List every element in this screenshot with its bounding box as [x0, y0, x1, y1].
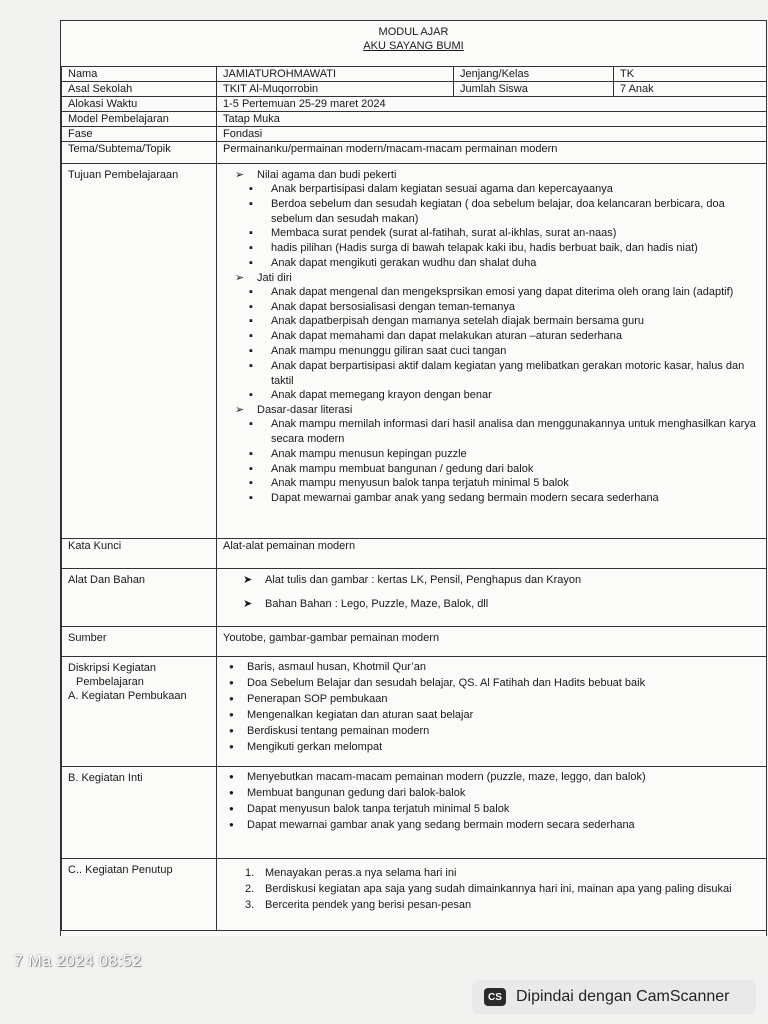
tujuan-content: [217, 164, 767, 539]
tujuan-item: [223, 344, 760, 359]
label-kata-kunci: Kata Kunci: [62, 539, 217, 569]
bullet-icon: ▪: [249, 447, 253, 460]
pembukaan-item-text: Baris, asmaul husan, Khotmil Qur’an: [247, 661, 426, 673]
penutup-item-text: Bercerita pendek yang berisi pesan-pesan: [265, 899, 472, 911]
tujuan-item: [223, 359, 760, 389]
bullet-icon: ▪: [249, 242, 253, 255]
tujuan-item: [223, 491, 760, 506]
tujuan-item-text: Anak mampu menyusun balok tanpa terjatuh minimal 5 balok: [271, 477, 569, 490]
bullet-icon: ●: [229, 726, 234, 735]
alat-item: ➤ Bahan Bahan : Lego, Puzzle, Maze, Balok, dll: [243, 598, 489, 610]
item-number: 1.: [245, 867, 255, 879]
tujuan-item-text: Anak dapat bersosialisasi dengan teman-temanya: [271, 300, 515, 313]
inti-item: [223, 769, 760, 785]
label-penutup: C.. Kegiatan Penutup: [62, 859, 217, 931]
pembukaan-item: [223, 739, 760, 755]
alat-item: ➤ Alat tulis dan gambar : kertas LK, Pensil, Penghapus dan Krayon: [243, 574, 582, 586]
value-alokasi: 1-5 Pertemuan 25-29 maret 2024: [217, 97, 767, 112]
bullet-icon: ▪: [249, 462, 253, 475]
value-jenjang: TK: [614, 67, 767, 82]
tujuan-item-text: Anak dapat berpartisipasi aktif dalam kegiatan yang melibatkan gerakan motoric kasar, halus dan taktil: [271, 359, 745, 387]
penutup-item: [223, 865, 760, 881]
inti-content: [217, 767, 767, 859]
penutup-item: [223, 897, 760, 913]
value-model: Tatap Muka: [217, 112, 767, 127]
bullet-icon: ●: [229, 678, 234, 687]
inti-item: [223, 801, 760, 817]
bullet-icon: ●: [229, 710, 234, 719]
pembukaan-item-text: Mengenalkan kegiatan dan aturan saat belajar: [247, 709, 474, 721]
bullet-icon: ●: [229, 772, 234, 781]
scan-timestamp: 7 Ma 2024 08:52: [14, 953, 142, 970]
bullet-icon: ▪: [249, 285, 253, 298]
value-sekolah: TKIT Al-Muqorrobin: [217, 82, 454, 97]
camscanner-watermark: [472, 980, 756, 1014]
tujuan-section-title: [235, 168, 760, 182]
arrow-icon: ➢: [235, 404, 245, 417]
document-page: [60, 20, 767, 936]
tujuan-item: [223, 182, 760, 197]
tujuan-item: [223, 447, 760, 462]
arrow-icon: ➢: [235, 169, 245, 181]
tujuan-item: [223, 241, 760, 256]
bullet-icon: ▪: [249, 256, 253, 269]
label-diskripsi: Diskripsi Kegiatan: [68, 662, 157, 674]
label-fase: Fase: [62, 127, 217, 142]
camscanner-text: Dipindai dengan CamScanner: [516, 988, 730, 1005]
tujuan-item-text: Anak dapat memahami dan dapat melakukan aturan –aturan sederhana: [271, 330, 623, 343]
pembukaan-item: [223, 691, 760, 707]
tujuan-item-text: Anak mampu membuat bangunan / gedung dari balok: [271, 462, 534, 475]
penutup-item-text: Berdiskusi kegiatan apa saja yang sudah dimainkannya hari ini, mainan apa yang paling disukai: [265, 883, 732, 895]
pembukaan-item: [223, 723, 760, 739]
value-fase: Fondasi: [217, 127, 767, 142]
tujuan-item: [223, 285, 760, 300]
bullet-icon: ●: [229, 804, 234, 813]
label-tujuan: Tujuan Pembelajaraan: [62, 164, 217, 539]
bullet-icon: ●: [229, 742, 234, 751]
bullet-icon: ▪: [249, 344, 253, 357]
tujuan-item: [223, 462, 760, 477]
value-tema: Permainanku/permainan modern/macam-macam permainan modern: [217, 142, 767, 164]
tujuan-item: [223, 226, 760, 241]
bullet-icon: ●: [229, 820, 234, 829]
label-alokasi: Alokasi Waktu: [62, 97, 217, 112]
module-table: [61, 66, 767, 931]
label-pembukaan: [62, 657, 217, 767]
label-sumber: Sumber: [62, 627, 217, 657]
bullet-icon: ▪: [249, 359, 253, 372]
tujuan-item-text: Anak mampu menusun kepingan puzzle: [271, 447, 467, 460]
value-siswa: 7 Anak: [614, 82, 767, 97]
label-alat: Alat Dan Bahan: [62, 569, 217, 627]
tujuan-item-text: Anak dapat mengenal dan mengeksprsikan emosi yang dapat diterima oleh orang lain (adaptif): [271, 285, 734, 298]
tujuan-item: [223, 476, 760, 491]
label-sekolah: Asal Sekolah: [62, 82, 217, 97]
section-title-text: Dasar-dasar literasi: [257, 404, 353, 417]
arrow-icon: ➢: [235, 271, 245, 284]
tujuan-item-text: Berdoa sebelum dan sesudah kegiatan ( doa sebelum belajar, doa kelancaran berbicara, doa sebelum dan sesudah makan): [271, 197, 725, 225]
bullet-icon: ▪: [249, 492, 253, 505]
bullet-icon: ●: [229, 662, 234, 671]
inti-item-text: Membuat bangunan gedung dari balok-balok: [247, 787, 466, 799]
pembukaan-content: [217, 657, 767, 767]
tujuan-item-text: Anak berpartisipasi dalam kegiatan sesuai agama dan kepercayaanya: [271, 183, 613, 195]
label-model: Model Pembelajaran: [62, 112, 217, 127]
inti-item-text: Dapat mewarnai gambar anak yang sedang bermain modern secara sederhana: [247, 819, 635, 831]
bullet-icon: ▪: [249, 227, 253, 240]
pembukaan-item-text: Mengikuti gerkan melompat: [247, 741, 383, 753]
tujuan-item-text: Anak dapatberpisah dengan mamanya setelah diajak bermain bersama guru: [271, 315, 645, 328]
label-jenjang: Jenjang/Kelas: [454, 67, 614, 82]
label-kegiatan-pembukaan: A. Kegiatan Pembukaan: [68, 690, 187, 702]
bullet-icon: ▪: [249, 300, 253, 313]
section-title-text: Nilai agama dan budi pekerti: [257, 169, 397, 181]
value-sumber: Youtobe, gambar-gambar pemainan modern: [217, 627, 767, 657]
bullet-icon: ▪: [249, 315, 253, 328]
tujuan-item: [223, 388, 760, 403]
label-nama: Nama: [62, 67, 217, 82]
inti-item: [223, 785, 760, 801]
arrow-icon: ➤: [243, 574, 253, 586]
bullet-icon: ●: [229, 788, 234, 797]
camscanner-icon: CS: [484, 988, 506, 1006]
tujuan-item: [223, 417, 760, 447]
tujuan-item: [223, 256, 760, 271]
label-siswa: Jumlah Siswa: [454, 82, 614, 97]
bullet-icon: ▪: [249, 477, 253, 490]
label-inti: B. Kegiatan Inti: [62, 767, 217, 859]
tujuan-item-text: hadis pilihan (Hadis surga di bawah telapak kaki ibu, hadis berbuat baik, dan hadis niat): [271, 242, 698, 255]
pembukaan-item: [223, 675, 760, 691]
penutup-content: [217, 859, 767, 931]
pembukaan-item-text: Penerapan SOP pembukaan: [247, 693, 388, 705]
value-kata-kunci: Alat-alat pemainan modern: [217, 539, 767, 569]
tujuan-item: [223, 300, 760, 315]
tujuan-item: [223, 329, 760, 344]
pembukaan-item: [223, 659, 760, 675]
document-title: MODUL AJAR: [378, 26, 449, 38]
pembukaan-item-text: Doa Sebelum Belajar dan sesudah belajar, QS. Al Fatihah dan Hadits bebuat baik: [247, 677, 646, 689]
tujuan-item-text: Anak dapat memegang krayon dengan benar: [271, 389, 492, 402]
inti-item-text: Dapat menyusun balok tanpa terjatuh minimal 5 balok: [247, 803, 510, 815]
pembukaan-item-text: Berdiskusi tentang pemainan modern: [247, 725, 430, 737]
bullet-icon: ▪: [249, 389, 253, 402]
document-subtitle: AKU SAYANG BUMI: [363, 40, 464, 52]
tujuan-item: [223, 197, 760, 227]
label-tema: Tema/Subtema/Topik: [62, 142, 217, 164]
penutup-item: [223, 881, 760, 897]
pembukaan-item: [223, 707, 760, 723]
alat-content: [217, 569, 767, 627]
inti-item: [223, 817, 760, 833]
bullet-icon: ▪: [249, 197, 253, 210]
label-pembelajaran: Pembelajaran: [76, 676, 144, 688]
tujuan-item-text: Anak mampu memilah informasi dari hasil analisa dan menggunakannya untuk menghasilkan karya secara modern: [271, 418, 756, 445]
item-number: 2.: [245, 883, 255, 895]
tujuan-item-text: Anak mampu menunggu giliran saat cuci tangan: [271, 344, 507, 357]
inti-item-text: Menyebutkan macam-macam pemainan modern (puzzle, maze, leggo, dan balok): [247, 771, 646, 783]
section-title-text: Jati diri: [257, 271, 292, 284]
item-number: 3.: [245, 899, 255, 911]
bullet-icon: ▪: [249, 183, 253, 195]
document-header: [61, 25, 766, 53]
value-nama: JAMIATUROHMAWATI: [217, 67, 454, 82]
arrow-icon: ➤: [243, 598, 253, 610]
penutup-item-text: Menayakan peras.a nya selama hari ini: [265, 867, 457, 879]
bullet-icon: ▪: [249, 418, 253, 431]
tujuan-item-text: Anak dapat mengikuti gerakan wudhu dan shalat duha: [271, 256, 537, 269]
bullet-icon: ●: [229, 694, 234, 703]
tujuan-item-text: Dapat mewarnai gambar anak yang sedang bermain modern secara sederhana: [271, 492, 659, 505]
tujuan-section-title: [235, 271, 760, 285]
tujuan-item-text: Membaca surat pendek (surat al-fatihah, surat al-ikhlas, surat an-naas): [271, 227, 617, 240]
bullet-icon: ▪: [249, 330, 253, 343]
tujuan-item: [223, 314, 760, 329]
tujuan-section-title: [235, 403, 760, 417]
